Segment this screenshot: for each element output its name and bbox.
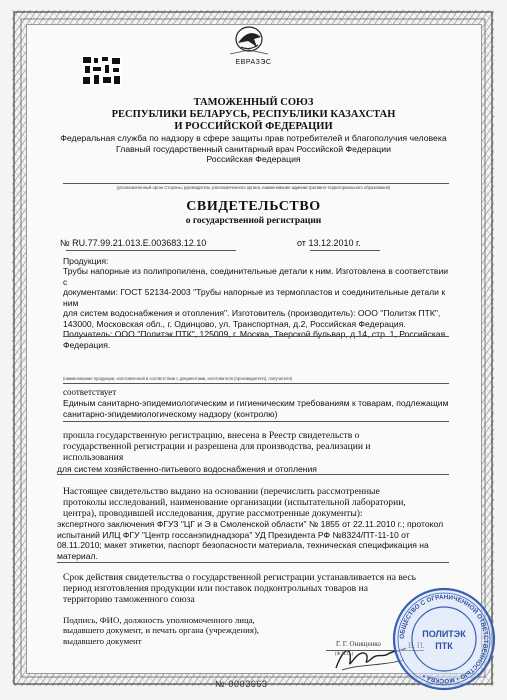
basis-underline: [57, 562, 449, 563]
statement-line: государственной регистрации и разрешена для производства, реализации и: [63, 440, 371, 452]
date-label: от: [297, 238, 306, 248]
basis-line: материал.: [57, 550, 98, 561]
agency-line: Российская Федерация: [206, 154, 301, 164]
signer-name-fragment: Г. Г. Онищенко: [336, 640, 381, 648]
agency-underline: [63, 183, 449, 184]
registration-date-row: [297, 238, 361, 248]
product-line: 143000, Московская обл., г. Одинцово, ул. Транспортная, д.2, Российская Федерация.: [63, 318, 406, 329]
registration-number: RU.77.99.21.013.Е.003683.12.10: [72, 238, 207, 248]
stamp-ring-text: ОБЩЕСТВО С ОГРАНИЧЕННОЙ ОТВЕТСТВЕННОСТЬЮ • МОСКВА •: [398, 593, 490, 685]
usage-scope: для систем хозяйственно-питьевого водоснабжения и отопления: [57, 464, 317, 474]
basis-intro-line: протоколы исследований, наименование организации (испытательной лаборатории,: [63, 496, 406, 508]
compliance-label: соответствует: [63, 387, 117, 397]
caption-underline: [63, 383, 449, 384]
date-underline: [310, 250, 380, 251]
compliance-requirements: [63, 398, 449, 419]
basis-line: испытаний ИЛЦ ФГУ "Центр госсанэпиднадзора" УД Президента РФ №8324/ПТ-11-10 от: [57, 529, 410, 540]
serial-number: [215, 679, 268, 689]
union-title-line: ТАМОЖЕННЫЙ СОЮЗ: [193, 97, 314, 108]
basis-intro-line: Настоящее свидетельство выдано на основании (перечислить рассмотренные: [63, 486, 380, 497]
signature-line: Подпись, ФИО, должность уполномоченного лица,: [63, 615, 255, 625]
company-stamp-icon: [392, 587, 496, 691]
signature-block: [63, 615, 259, 646]
eurasec-emblem-icon: [224, 25, 274, 61]
product-label: Продукция:: [63, 256, 109, 266]
validity-line: период изготовления продукции или поставок подконтрольных товаров на: [63, 582, 368, 594]
number-underline: [66, 250, 236, 251]
statement-line: использования: [63, 451, 124, 463]
signature-line: выдавшего документ, и печать органа (учреждения),: [63, 625, 260, 636]
product-underline: [63, 336, 449, 337]
validity-line: территорию таможенного союза: [63, 593, 195, 605]
signature-caption: (Ф.И.О.): [335, 652, 354, 657]
agency-caption: (уполномоченный орган Стороны, руководитель уполномоченного органа, наименование административно-территориального образования): [116, 185, 391, 190]
product-line: Трубы напорные из полипропилена, соединительные детали к ним. Изготовлена в соответствии с: [63, 266, 449, 287]
product-caption: (наименование продукции, изготовленной в соответствии с документами, изготовителя (производителя), получателя): [63, 376, 293, 381]
registration-number-row: [60, 238, 206, 248]
usage-underline: [57, 474, 449, 475]
requirement-line: Единым санитарно-эпидемиологическим и гигиеническим требованиям к товарам, подлежащим: [63, 398, 449, 408]
serial-label: №: [215, 679, 226, 689]
basis-line: экспертного заключения ФГУЗ "ЦГ и Э в Смоленской области" № 1855 от 22.11.2010 г.; протокол: [57, 519, 444, 529]
union-title-line: РЕСПУБЛИКИ БЕЛАРУСЬ, РЕСПУБЛИКИ КАЗАХСТАН: [111, 109, 396, 120]
requirements-underline: [63, 421, 449, 422]
serial-value: 0003663: [228, 679, 268, 689]
product-line: Получатель: ООО "Политэк ПТК", 125009, г. Москва, Тверской бульвар, д.14, стр. 1, Российская: [63, 329, 446, 339]
basis-documents: [57, 519, 453, 561]
product-description: [63, 266, 453, 350]
agency-line: Федеральная служба по надзору в сфере защиты прав потребителей и благополучия человека: [60, 133, 447, 143]
requirement-line: санитарно-эпидемиологическому надзору (контролю): [63, 408, 278, 419]
product-line: для систем водоснабжения и отопления". Изготовитель (производитель): ООО "Политэк ПТК",: [63, 308, 441, 318]
basis-intro: [63, 487, 453, 519]
statement-line: прошла государственную регистрацию, внесена в Реестр свидетельств о: [63, 430, 360, 441]
agency-line: Главный государственный санитарный врач Российской Федерации: [116, 143, 391, 154]
signature-line: выдавшего документ: [63, 635, 142, 646]
document-title: СВИДЕТЕЛЬСТВО: [186, 199, 321, 214]
registration-date: 13.12.2010 г.: [308, 238, 361, 248]
validity-line: Срок действия свидетельства о государственной регистрации устанавливается на весь: [63, 572, 416, 583]
issuing-agency: [0, 133, 507, 165]
union-title: [0, 97, 507, 133]
union-title-line: И РОССИЙСКОЙ ФЕДЕРАЦИИ: [174, 121, 333, 132]
basis-line: 08.11.2010; макет этикетки, паспорт безопасности материала, техническая спецификация на: [57, 540, 429, 550]
emblem-caption: ЕВРАЗЭС: [235, 59, 272, 66]
product-line: Федерация.: [63, 339, 111, 350]
document-subtitle: о государственной регистрации: [185, 216, 322, 226]
security-pattern-icon: [82, 56, 122, 86]
basis-intro-line: центра), проводившей исследования, другие рассмотренные документы):: [63, 507, 363, 519]
product-line: документами: ГОСТ 52134-2003 "Трубы напорные из термопластов и соединительные детали к ним: [63, 287, 446, 308]
stamp-center-line-1: ПОЛИТЭК: [422, 629, 466, 639]
stamp-center-line-2: ПТК: [435, 641, 453, 651]
registration-statement: [63, 431, 453, 463]
number-label: №: [60, 238, 70, 248]
